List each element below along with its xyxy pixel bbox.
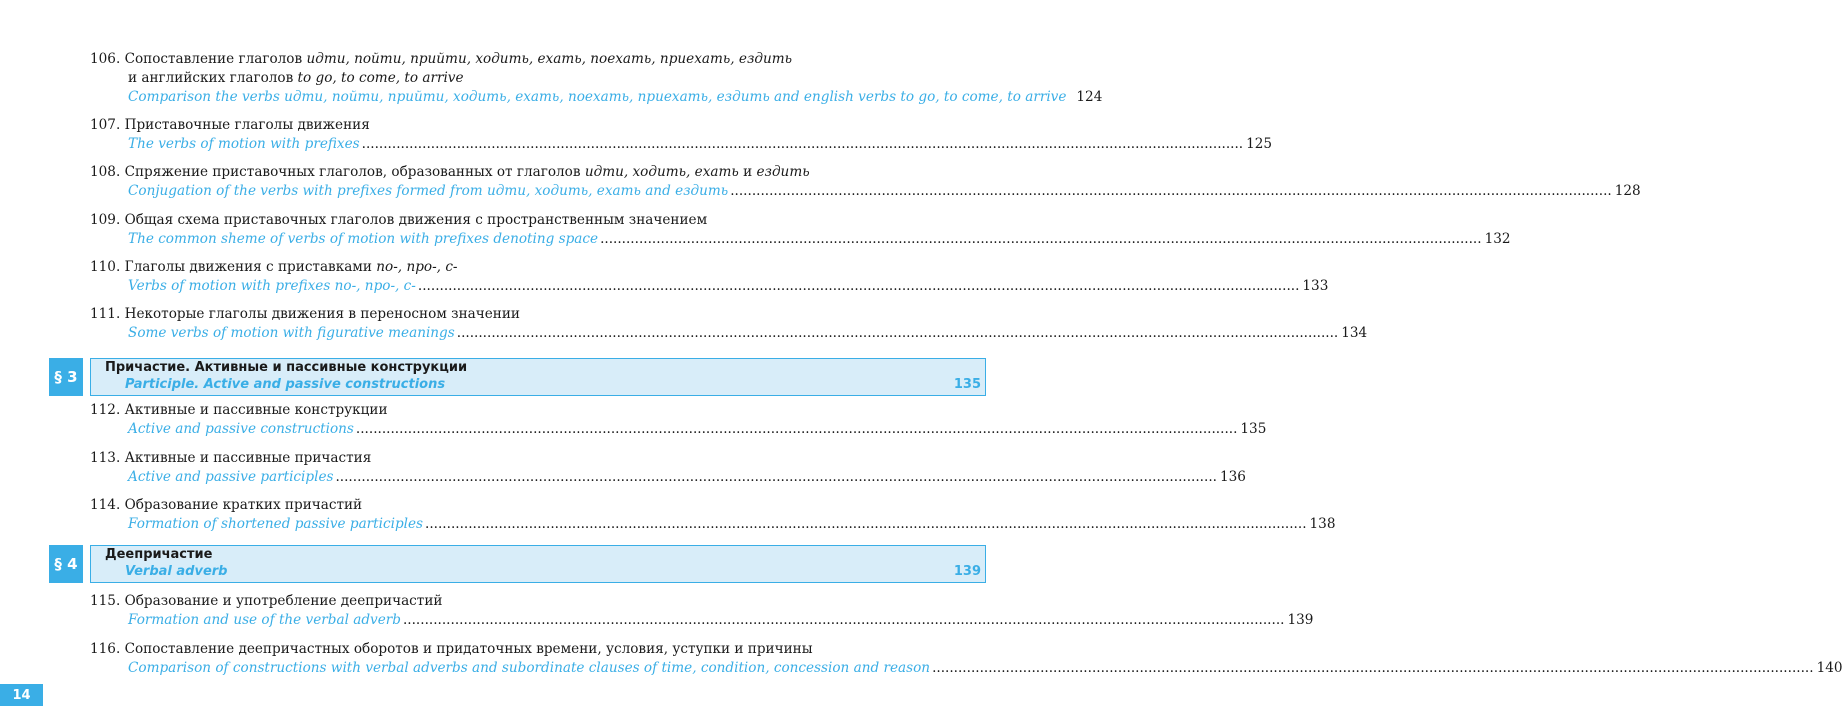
leader-dots: ............................................................................................................................................................................................................	[361, 136, 1244, 152]
section-title-ru: Деепричастие	[105, 547, 213, 562]
toc-entry-115[interactable]	[90, 592, 1314, 630]
entry-page-number: 139	[1287, 612, 1314, 628]
entry-title-en: Some verbs of motion with figurative meanings ............................................................................................................................................................................................................ 134	[128, 325, 1368, 341]
section-3-tab: § 3	[49, 358, 83, 396]
entry-title-en: The common sheme of verbs of motion with prefixes denoting space ............................................................................................................................................................................................................ 132	[128, 231, 1511, 247]
section-page-number: 135	[953, 377, 981, 392]
toc-entry-108[interactable]	[90, 163, 1641, 201]
toc-entry-114[interactable]	[90, 496, 1336, 534]
entry-page-number: 124	[1076, 89, 1103, 105]
entry-title-ru: 114. Образование кратких причастий	[90, 497, 363, 513]
entry-page-number: 125	[1246, 136, 1273, 152]
section-4-header[interactable]	[90, 545, 986, 583]
entry-title-en: Formation of shortened passive participles ............................................................................................................................................................................................................ 138	[128, 516, 1336, 532]
entry-title-ru: 116. Сопоставление деепричастных оборотов и придаточных времени, условия, уступки и причины	[90, 641, 813, 657]
toc-entry-106[interactable]	[90, 50, 1103, 107]
toc-entry-109[interactable]	[90, 211, 1511, 249]
section-page-number: 139	[953, 564, 981, 579]
section-title-en: Verbal adverb	[125, 564, 228, 579]
entry-title-ru: 106. Сопоставление глаголов идти, пойти, прийти, ходить, ехать, поехать, приехать, ездить	[90, 51, 793, 67]
leader-dots: ............................................................................................................................................................................................................	[730, 183, 1612, 199]
entry-title-en: Comparison the verbs идти, пойти, прийти, ходить, ехать, поехать, приехать, ездить and english verbs to go, to come, to arrive 124	[128, 89, 1103, 105]
entry-title-ru: 115. Образование и употребление деепричастий	[90, 593, 443, 609]
entry-title-en: Conjugation of the verbs with prefixes formed from идти, ходить, ехать and ездить ............................................................................................................................................................................................................ 128	[128, 183, 1641, 199]
entry-title-ru: 112. Активные и пассивные конструкции	[90, 402, 388, 418]
entry-title-en: Comparison of constructions with verbal adverbs and subordinate clauses of time, condition, concession and reason ............................................................................................................................................................................................................ 140	[128, 660, 1843, 676]
leader-dots: ............................................................................................................................................................................................................	[425, 516, 1307, 532]
leader-dots: ............................................................................................................................................................................................................	[456, 325, 1339, 341]
entry-title-en: Active and passive constructions ............................................................................................................................................................................................................ 135	[128, 421, 1267, 437]
entry-page-number: 133	[1302, 278, 1329, 294]
leader-dots: ............................................................................................................................................................................................................	[932, 660, 1814, 676]
entry-page-number: 132	[1484, 231, 1511, 247]
leader-dots: ............................................................................................................................................................................................................	[600, 231, 1482, 247]
entry-title-ru: 109. Общая схема приставочных глаголов движения с пространственным значением	[90, 212, 708, 228]
entry-title-ru: 107. Приставочные глаголы движения	[90, 117, 370, 133]
section-3-header[interactable]	[90, 358, 986, 396]
entry-title-en: Verbs of motion with prefixes по-, про-, с- ............................................................................................................................................................................................................ 133	[128, 278, 1329, 294]
entry-page-number: 136	[1219, 469, 1246, 485]
entry-page-number: 135	[1240, 421, 1267, 437]
entry-page-number: 138	[1309, 516, 1336, 532]
toc-entry-112[interactable]	[90, 401, 1267, 439]
toc-entry-111[interactable]	[90, 305, 1368, 343]
page-number-badge: 14	[0, 684, 43, 706]
entry-page-number: 134	[1341, 325, 1368, 341]
toc-entry-107[interactable]	[90, 116, 1273, 154]
entry-title-ru: 108. Спряжение приставочных глаголов, образованных от глаголов идти, ходить, ехать и ездить	[90, 164, 810, 180]
entry-title-en: The verbs of motion with prefixes ............................................................................................................................................................................................................ 125	[128, 136, 1273, 152]
entry-title-en: Formation and use of the verbal adverb ............................................................................................................................................................................................................ 139	[128, 612, 1314, 628]
toc-entry-110[interactable]	[90, 258, 1329, 296]
entry-title-ru: 111. Некоторые глаголы движения в переносном значении	[90, 306, 520, 322]
section-4-tab: § 4	[49, 545, 83, 583]
entry-title-ru: 113. Активные и пассивные причастия	[90, 450, 372, 466]
leader-dots: ............................................................................................................................................................................................................	[355, 421, 1238, 437]
leader-dots: ............................................................................................................................................................................................................	[335, 469, 1217, 485]
entry-title-ru-line2: и английских глаголов to go, to come, to arrive	[128, 70, 464, 86]
section-title-ru: Причастие. Активные и пассивные конструкции	[105, 360, 468, 375]
leader-dots: ............................................................................................................................................................................................................	[417, 278, 1300, 294]
entry-page-number: 128	[1614, 183, 1641, 199]
entry-page-number: 140	[1816, 660, 1843, 676]
entry-title-ru: 110. Глаголы движения с приставками по-, про-, с-	[90, 259, 458, 275]
toc-entry-116[interactable]	[90, 640, 1843, 678]
toc-entry-113[interactable]	[90, 449, 1246, 487]
leader-dots: ............................................................................................................................................................................................................	[402, 612, 1285, 628]
section-title-en: Participle. Active and passive constructions	[125, 377, 446, 392]
entry-title-en: Active and passive participles ............................................................................................................................................................................................................ 136	[128, 469, 1246, 485]
